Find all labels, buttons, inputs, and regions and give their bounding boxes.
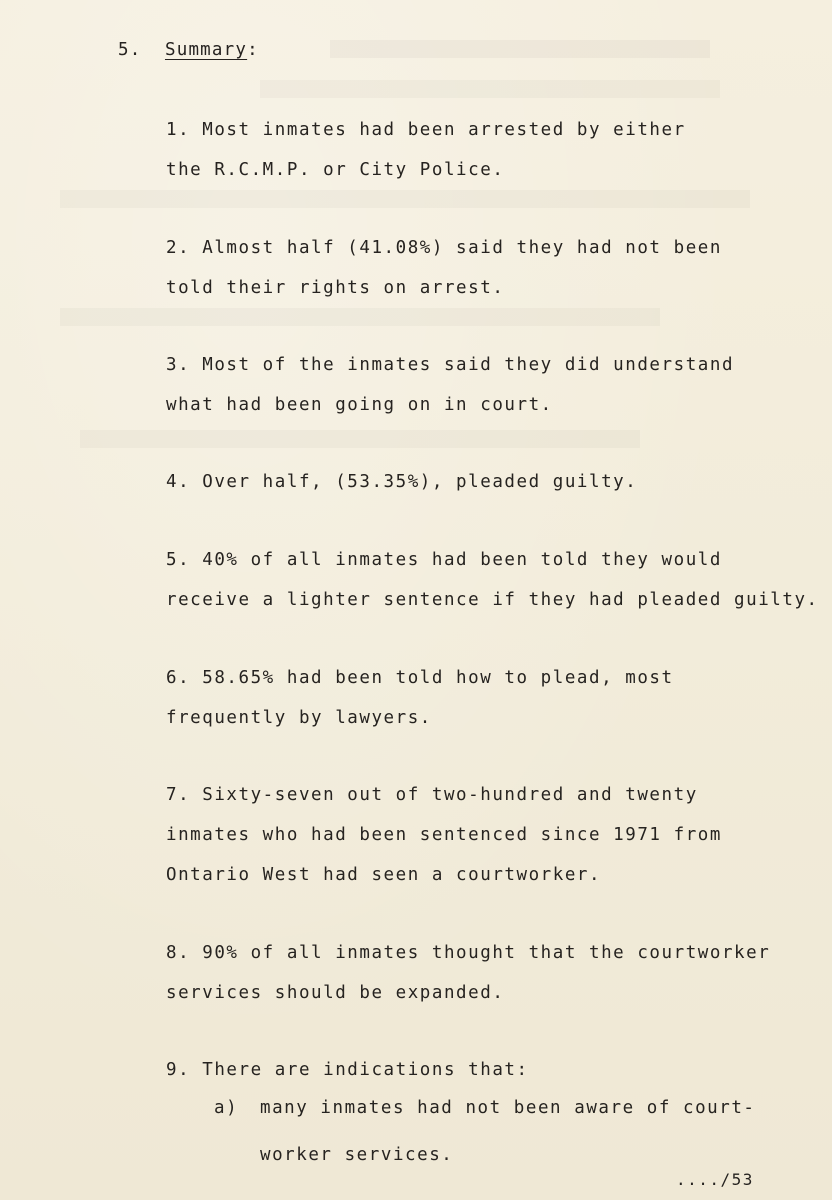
show-through-mark bbox=[80, 430, 640, 448]
item-line: 8. 90% of all inmates thought that the courtworker bbox=[166, 943, 771, 963]
item-line: Ontario West had seen a courtworker. bbox=[166, 865, 602, 885]
item-line: 1. Most inmates had been arrested by either bbox=[166, 120, 686, 140]
subitem-text: many inmates had not been aware of court- bbox=[260, 1098, 756, 1118]
section-colon: : bbox=[247, 40, 259, 60]
section-title: Summary bbox=[164, 40, 248, 60]
summary-item-2 bbox=[166, 228, 722, 308]
summary-item-7 bbox=[166, 775, 722, 895]
subitem-a bbox=[214, 1098, 756, 1118]
item-line: 9. There are indications that: bbox=[166, 1060, 529, 1080]
subitem-continuation: worker services. bbox=[260, 1145, 454, 1165]
item-line: receive a lighter sentence if they had pleaded guilty. bbox=[166, 590, 819, 610]
item-line: 7. Sixty-seven out of two-hundred and twenty bbox=[166, 785, 698, 805]
show-through-mark bbox=[260, 80, 720, 98]
summary-item-5 bbox=[166, 540, 819, 620]
item-line: services should be expanded. bbox=[166, 983, 505, 1003]
summary-item-3 bbox=[166, 345, 734, 425]
summary-item-1 bbox=[166, 110, 686, 190]
summary-item-8 bbox=[166, 933, 770, 1013]
subitem-label: a) bbox=[214, 1098, 239, 1118]
section-heading bbox=[118, 40, 259, 60]
item-line: 5. 40% of all inmates had been told they would bbox=[166, 550, 722, 570]
item-line: 2. Almost half (41.08%) said they had not been bbox=[166, 238, 722, 258]
item-line: the R.C.M.P. or City Police. bbox=[166, 160, 505, 180]
item-line: what had been going on in court. bbox=[166, 395, 553, 415]
summary-item-6 bbox=[166, 658, 674, 738]
show-through-mark bbox=[330, 40, 710, 58]
item-line: 3. Most of the inmates said they did understand bbox=[166, 355, 735, 375]
page-continuation-marker: ..../53 bbox=[676, 1170, 754, 1189]
section-number: 5. bbox=[118, 40, 142, 60]
summary-item-4 bbox=[166, 462, 637, 502]
show-through-mark bbox=[60, 190, 750, 208]
show-through-mark bbox=[60, 308, 660, 326]
item-line: inmates who had been sentenced since 1971 from bbox=[166, 825, 722, 845]
item-line: frequently by lawyers. bbox=[166, 708, 432, 728]
item-line: 6. 58.65% had been told how to plead, most bbox=[166, 668, 674, 688]
summary-item-9 bbox=[166, 1050, 529, 1090]
item-line: 4. Over half, (53.35%), pleaded guilty. bbox=[166, 472, 638, 492]
item-line: told their rights on arrest. bbox=[166, 278, 505, 298]
